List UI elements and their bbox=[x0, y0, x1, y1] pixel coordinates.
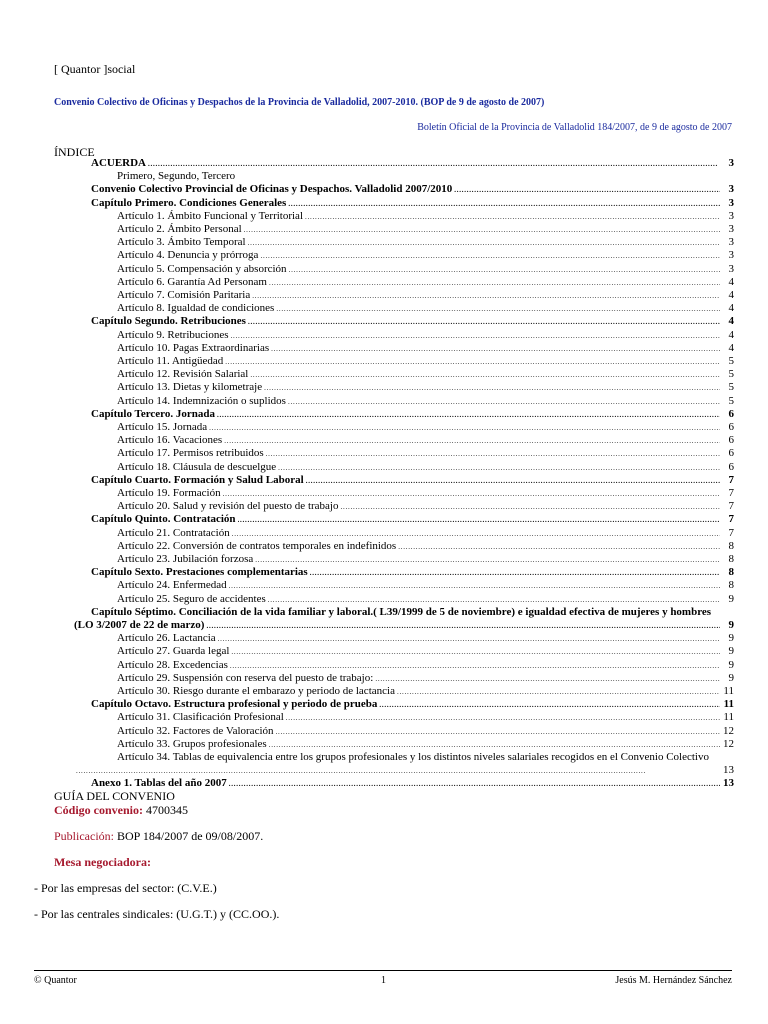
toc-entry-page: 5 bbox=[728, 394, 734, 407]
dot-leader bbox=[244, 223, 720, 236]
toc-entry[interactable] bbox=[117, 553, 734, 566]
dot-leader bbox=[250, 368, 720, 381]
toc-entry-page: 4 bbox=[728, 328, 734, 341]
toc-entry[interactable] bbox=[117, 685, 734, 698]
toc-entry[interactable] bbox=[117, 329, 734, 342]
toc-entry-page: 7 bbox=[728, 473, 734, 486]
dot-leader bbox=[288, 395, 720, 408]
toc-entry-page: 12 bbox=[723, 737, 734, 750]
toc-entry-label: Artículo 9. Retribuciones bbox=[117, 328, 229, 341]
dot-leader bbox=[231, 645, 720, 658]
toc-entry-page: 9 bbox=[728, 632, 734, 645]
toc-entry-label: Artículo 1. Ámbito Funcional y Territorial bbox=[117, 209, 303, 222]
negotiating-unions: - Por las centrales sindicales: (U.G.T.) y (CC.OO.). bbox=[34, 907, 280, 921]
toc-entry[interactable] bbox=[117, 659, 734, 672]
toc-entry-page: 4 bbox=[728, 289, 734, 301]
toc-entry-page: 8 bbox=[728, 579, 734, 592]
toc-entry[interactable] bbox=[74, 619, 734, 632]
toc-entry[interactable] bbox=[117, 461, 734, 474]
toc-entry[interactable] bbox=[117, 711, 734, 724]
toc-entry-label: Artículo 34. Tablas de equivalencia entre los grupos profesionales y los distintos niveles salariales recogidos en el Convenio Colectivo bbox=[117, 751, 709, 763]
dot-leader bbox=[229, 777, 720, 790]
toc-entry[interactable] bbox=[117, 342, 734, 355]
toc-entry-label: Anexo 1. Tablas del año 2007 bbox=[91, 777, 227, 790]
publication bbox=[54, 829, 263, 844]
toc-entry-page: 13 bbox=[723, 777, 734, 790]
toc-entry-label: Primero, Segundo, Tercero bbox=[117, 170, 236, 183]
dot-leader bbox=[269, 276, 720, 289]
toc-entry[interactable] bbox=[117, 540, 734, 553]
toc-entry[interactable] bbox=[117, 355, 734, 368]
toc-entry[interactable] bbox=[74, 764, 734, 777]
dot-leader bbox=[278, 461, 720, 474]
toc-entry-page: 3 bbox=[728, 249, 734, 262]
toc-entry-label: Capítulo Octavo. Estructura profesional y periodo de prueba bbox=[91, 698, 378, 711]
toc-entry[interactable] bbox=[91, 513, 734, 526]
toc-entry[interactable] bbox=[117, 434, 734, 447]
dot-leader bbox=[276, 725, 720, 738]
toc-entry[interactable] bbox=[117, 725, 734, 738]
toc-entry-page: 11 bbox=[723, 698, 734, 711]
dot-leader bbox=[76, 764, 720, 777]
dot-leader bbox=[340, 500, 720, 513]
toc-entry-label: Artículo 4. Denuncia y prórroga bbox=[117, 249, 259, 262]
footer-page-number: 1 bbox=[381, 975, 386, 986]
toc-entry-page: 6 bbox=[728, 447, 734, 460]
dot-leader bbox=[252, 289, 720, 302]
toc-entry-page: 3 bbox=[728, 209, 734, 222]
guide-heading: GUÍA DEL CONVENIO bbox=[54, 789, 175, 803]
toc-entry-label: Artículo 2. Ámbito Personal bbox=[117, 223, 242, 235]
dot-leader bbox=[225, 355, 720, 368]
dot-leader bbox=[206, 619, 720, 632]
toc-entry[interactable] bbox=[91, 197, 734, 210]
dot-leader bbox=[288, 197, 720, 210]
toc-entry-label: Artículo 22. Conversión de contratos temporales en indefinidos bbox=[117, 539, 397, 552]
toc-entry-page: 4 bbox=[728, 341, 734, 354]
publication-value: BOP 184/2007 de 09/08/2007. bbox=[117, 829, 264, 843]
toc-entry-label: Artículo 32. Factores de Valoración bbox=[117, 724, 274, 737]
toc-entry[interactable] bbox=[117, 210, 734, 223]
negotiating-table-label: Mesa negociadora: bbox=[54, 855, 151, 869]
toc-entry-page: 4 bbox=[728, 302, 734, 315]
dot-leader bbox=[218, 632, 720, 645]
dot-leader bbox=[397, 685, 720, 698]
toc-entry[interactable] bbox=[117, 593, 734, 606]
dot-leader bbox=[398, 540, 720, 553]
dot-leader bbox=[375, 672, 720, 685]
toc-entry-label: Artículo 23. Jubilación forzosa bbox=[117, 553, 254, 565]
toc-entry-page: 6 bbox=[728, 434, 734, 447]
toc-entry-label: Artículo 10. Pagas Extraordinarias bbox=[117, 341, 270, 354]
toc-entry-label: Artículo 12. Revisión Salarial bbox=[117, 368, 249, 381]
toc-entry-page: 4 bbox=[728, 275, 734, 288]
toc-entry-label: Artículo 7. Comisión Paritaria bbox=[117, 289, 251, 301]
toc-entry-page: 5 bbox=[728, 381, 734, 394]
toc-entry[interactable] bbox=[91, 315, 734, 328]
toc-entry-label: Artículo 26. Lactancia bbox=[117, 632, 216, 645]
toc-entry[interactable] bbox=[117, 447, 734, 460]
toc-entry-label: Capítulo Quinto. Contratación bbox=[91, 513, 236, 526]
toc-entry-page: 3 bbox=[728, 262, 734, 275]
toc-entry[interactable] bbox=[91, 566, 734, 579]
toc-entry-page: 7 bbox=[728, 513, 734, 526]
dot-leader bbox=[231, 329, 720, 342]
dot-leader bbox=[264, 381, 720, 394]
toc-entry-label: Artículo 27. Guarda legal bbox=[117, 645, 230, 658]
toc-entry-page: 6 bbox=[728, 460, 734, 473]
toc-entry[interactable] bbox=[91, 606, 734, 619]
dot-leader bbox=[289, 263, 720, 276]
toc-entry-label: Capítulo Segundo. Retribuciones bbox=[91, 315, 246, 328]
toc-entry-label: Capítulo Cuarto. Formación y Salud Laboral bbox=[91, 473, 304, 486]
toc-entry[interactable] bbox=[117, 263, 734, 276]
brand-header: [ Quantor ]social bbox=[54, 62, 136, 76]
toc-entry[interactable] bbox=[117, 672, 734, 685]
toc-entry-label: Artículo 14. Indemnización o suplidos bbox=[117, 394, 286, 407]
dot-leader bbox=[209, 421, 720, 434]
toc-entry-page: 4 bbox=[728, 315, 734, 328]
toc-entry[interactable] bbox=[117, 276, 734, 289]
negotiating-companies: - Por las empresas del sector: (C.V.E.) bbox=[34, 881, 217, 895]
toc-entry-page: 12 bbox=[723, 724, 734, 737]
dot-leader bbox=[305, 210, 720, 223]
dot-leader bbox=[286, 711, 720, 724]
dot-leader bbox=[310, 566, 720, 579]
toc-entry-label: Artículo 11. Antigüedad bbox=[117, 355, 224, 367]
toc-entry[interactable] bbox=[91, 408, 734, 421]
agreement-code bbox=[54, 803, 188, 818]
toc-entry[interactable] bbox=[91, 698, 734, 711]
toc-entry-page: 3 bbox=[728, 196, 734, 209]
toc-entry[interactable] bbox=[117, 381, 734, 394]
toc-entry-label: Artículo 15. Jornada bbox=[117, 421, 208, 433]
toc-entry[interactable] bbox=[91, 777, 734, 790]
toc-entry-page: 8 bbox=[728, 539, 734, 552]
toc-entry-page: 5 bbox=[728, 355, 734, 367]
toc-entry[interactable] bbox=[117, 395, 734, 408]
toc-entry[interactable] bbox=[117, 487, 734, 500]
footer-rule bbox=[34, 970, 732, 971]
dot-leader bbox=[232, 527, 720, 540]
dot-leader bbox=[230, 659, 720, 672]
index-heading: ÍNDICE bbox=[54, 145, 95, 159]
publication-label: Publicación: bbox=[54, 829, 114, 843]
dot-leader bbox=[306, 474, 720, 487]
toc-entry-label: Artículo 8. Igualdad de condiciones bbox=[117, 302, 275, 315]
toc-entry[interactable] bbox=[117, 645, 734, 658]
toc-entry-label: Artículo 6. Garantía Ad Personam bbox=[117, 275, 267, 288]
dot-leader bbox=[224, 434, 720, 447]
dot-leader bbox=[148, 157, 720, 170]
toc-entry-page: 3 bbox=[728, 223, 734, 235]
toc-entry-label: Capítulo Primero. Condiciones Generales bbox=[91, 196, 287, 209]
toc-entry-label: ACUERDA bbox=[91, 157, 146, 169]
bulletin-reference: Boletín Oficial de la Provincia de Valladolid 184/2007, de 9 de agosto de 2007 bbox=[417, 122, 732, 133]
toc-entry[interactable] bbox=[117, 751, 734, 764]
toc-entry-label: Artículo 13. Dietas y kilometraje bbox=[117, 381, 263, 394]
dot-leader bbox=[238, 513, 720, 526]
agreement-code-value: 4700345 bbox=[146, 803, 189, 817]
toc-entry[interactable] bbox=[117, 632, 734, 645]
toc-entry-page: 13 bbox=[723, 764, 734, 777]
agreement-code-label: Código convenio: bbox=[54, 803, 144, 817]
dot-leader bbox=[454, 183, 720, 196]
toc-entry-page: 5 bbox=[728, 368, 734, 381]
toc-entry-label: Artículo 33. Grupos profesionales bbox=[117, 737, 267, 750]
document-title: Convenio Colectivo de Oficinas y Despachos de la Provincia de Valladolid, 2007-2010. (BOP de 9 de agosto de 2007) bbox=[54, 97, 545, 108]
toc-entry-label: Artículo 19. Formación bbox=[117, 487, 221, 499]
toc-entry-page: 11 bbox=[723, 711, 734, 724]
toc-entry-page: 6 bbox=[728, 421, 734, 433]
toc-entry[interactable] bbox=[117, 249, 734, 262]
toc-entry-label: Capítulo Sexto. Prestaciones complementarias bbox=[91, 566, 308, 579]
toc-entry-label: Capítulo Tercero. Jornada bbox=[91, 407, 215, 420]
toc-entry-label: (LO 3/2007 de 22 de marzo) bbox=[74, 619, 205, 631]
toc-entry-page: 9 bbox=[728, 619, 734, 631]
toc-entry-page: 9 bbox=[728, 592, 734, 605]
toc-entry[interactable] bbox=[117, 223, 734, 236]
toc-entry-label: Artículo 31. Clasificación Profesional bbox=[117, 711, 284, 724]
toc-entry[interactable] bbox=[117, 170, 734, 183]
toc-entry-label: Artículo 5. Compensación y absorción bbox=[117, 262, 287, 275]
dot-leader bbox=[276, 302, 720, 315]
toc-entry-page: 9 bbox=[728, 658, 734, 671]
toc-entry-page: 3 bbox=[728, 183, 734, 196]
toc-entry-page: 7 bbox=[728, 500, 734, 513]
dot-leader bbox=[260, 249, 720, 262]
toc-entry-label: Artículo 28. Excedencias bbox=[117, 658, 228, 671]
dot-leader bbox=[217, 408, 720, 421]
toc-entry-label: Artículo 3. Ámbito Temporal bbox=[117, 236, 246, 249]
toc-entry-label: Artículo 25. Seguro de accidentes bbox=[117, 592, 266, 605]
dot-leader bbox=[248, 315, 720, 328]
toc-entry-label: Artículo 30. Riesgo durante el embarazo y periodo de lactancia bbox=[117, 685, 395, 697]
dot-leader bbox=[268, 593, 720, 606]
toc-entry[interactable] bbox=[117, 579, 734, 592]
toc-entry-label: Capítulo Séptimo. Conciliación de la vida familiar y laboral.( L39/1999 de 5 de noviembre) e igualdad efectiva de mujeres y hombres bbox=[91, 605, 712, 618]
toc-entry[interactable] bbox=[117, 289, 734, 302]
toc-entry-page: 3 bbox=[728, 236, 734, 249]
toc-entry[interactable] bbox=[91, 157, 734, 170]
dot-leader bbox=[266, 447, 720, 460]
toc-entry-page: 11 bbox=[723, 685, 734, 697]
toc-entry-label: Artículo 29. Suspensión con reserva del puesto de trabajo: bbox=[117, 671, 374, 684]
toc-entry[interactable] bbox=[117, 236, 734, 249]
toc-entry-page: 6 bbox=[728, 407, 734, 420]
toc-entry[interactable] bbox=[117, 738, 734, 751]
dot-leader bbox=[271, 342, 720, 355]
toc-entry-label: Artículo 20. Salud y revisión del puesto de trabajo bbox=[117, 500, 339, 513]
dot-leader bbox=[229, 579, 720, 592]
toc-entry-label: Artículo 21. Contratación bbox=[117, 526, 230, 539]
toc-entry-label: Artículo 16. Vacaciones bbox=[117, 434, 223, 447]
dot-leader bbox=[269, 738, 720, 751]
toc-entry-page: 9 bbox=[728, 671, 734, 684]
toc-entry[interactable] bbox=[91, 183, 734, 196]
toc-entry[interactable] bbox=[117, 527, 734, 540]
toc-entry[interactable] bbox=[117, 302, 734, 315]
dot-leader bbox=[379, 698, 720, 711]
toc-entry[interactable] bbox=[91, 474, 734, 487]
toc-entry[interactable] bbox=[117, 368, 734, 381]
toc-entry-page: 8 bbox=[728, 566, 734, 579]
toc-entry-page: 8 bbox=[728, 553, 734, 565]
toc-entry-label: Artículo 24. Enfermedad bbox=[117, 579, 227, 592]
toc-entry-page: 7 bbox=[728, 487, 734, 499]
toc-entry-page: 3 bbox=[728, 157, 734, 169]
toc-entry-page: 9 bbox=[728, 645, 734, 658]
toc-entry-label: Convenio Colectivo Provincial de Oficinas y Despachos. Valladolid 2007/2010 bbox=[91, 183, 453, 196]
toc-entry[interactable] bbox=[117, 421, 734, 434]
footer-copyright: © Quantor bbox=[34, 975, 77, 986]
toc-entry-label: Artículo 18. Cláusula de descuelgue bbox=[117, 460, 277, 473]
dot-leader bbox=[248, 236, 720, 249]
dot-leader bbox=[223, 487, 720, 500]
toc-entry[interactable] bbox=[117, 500, 734, 513]
toc-entry-label: Artículo 17. Permisos retribuidos bbox=[117, 447, 264, 460]
footer-author: Jesús M. Hernández Sánchez bbox=[615, 975, 732, 986]
toc-entry-page: 7 bbox=[728, 526, 734, 539]
dot-leader bbox=[255, 553, 720, 566]
